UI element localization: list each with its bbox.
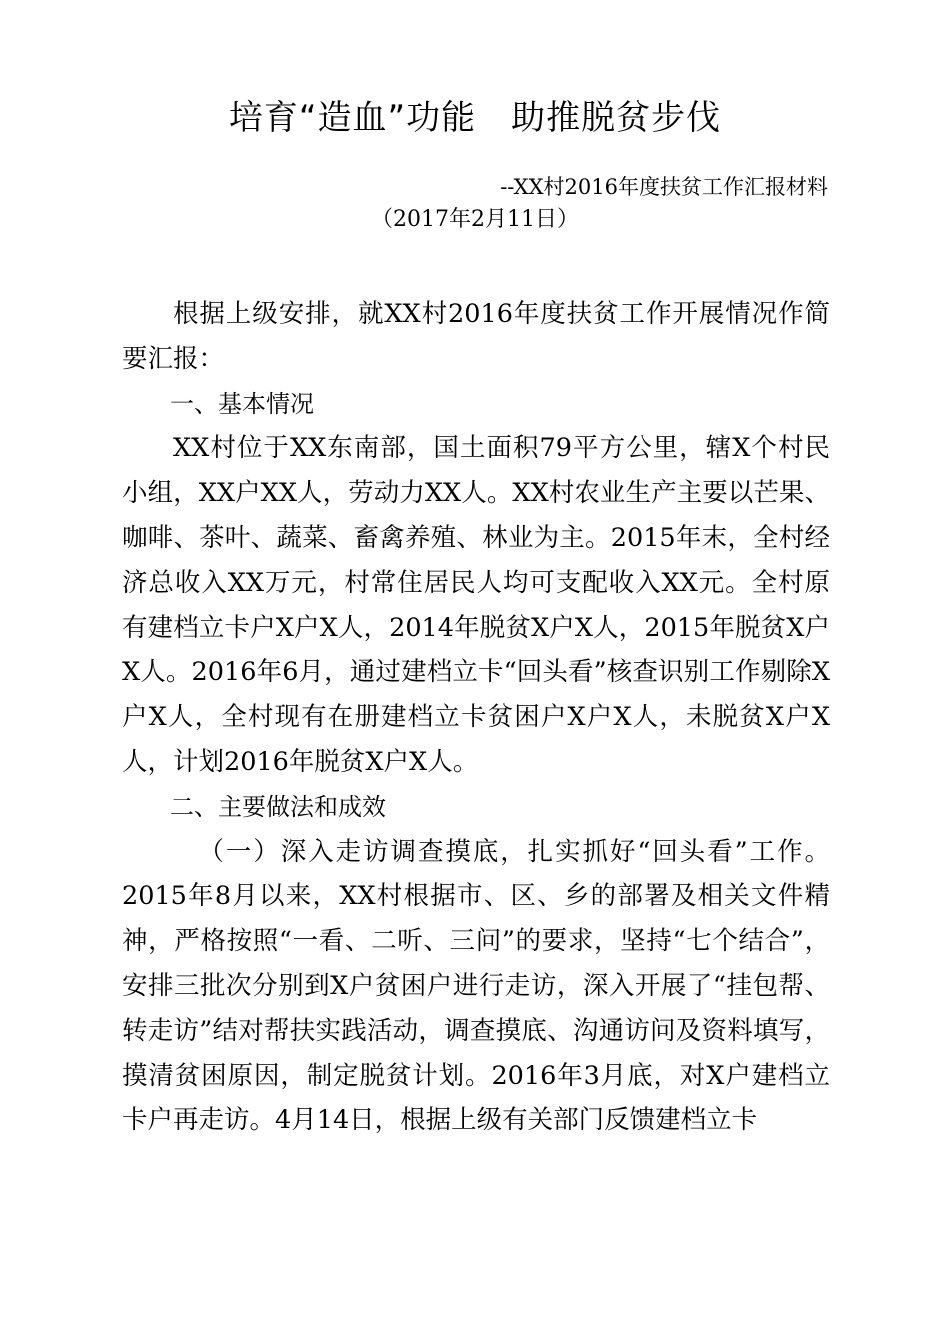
document-date: （2017年2月11日）: [371, 207, 579, 232]
main-practices-paragraph: （一）深入走访调查摸底，扎实抓好“回头看”工作。2015年8月以来，XX村根据市、区、乡的部署及相关文件精神，严格按照“一看、二听、三问”的要求，坚持“七个结合”，安排三批次分别到X户贫困户进行走访，深入开展了“挂包帮、转走访”结对帮扶实践活动，调查摸底、沟通访问及资料填写，摸清贫困原因，制定脱贫计划。2016年3月底，对X户建档立卡户再走访。4月14日，根据上级有关部门反馈建档立卡: [122, 836, 830, 1136]
basic-situation-paragraph: XX村位于XX东南部，国土面积79平方公里，辖X个村民小组，XX户XX人，劳动力XX人。XX村农业生产主要以芒果、咖啡、茶叶、蔬菜、畜禽养殖、林业为主。2015年末，全村经济总收入XX万元，村常住居民人均可支配收入XX元。全村原有建档立卡户X户X人，2014年脱贫X户X人，2015年脱贫X户X人。2016年6月，通过建档立卡“回头看”核查识别工作剔除X户X人，全村现有在册建档立卡贫困户X户X人，未脱贫X户X人，计划2016年脱贫X户X人。: [122, 433, 830, 777]
document-body: [122, 292, 830, 1143]
section-heading-basic-situation: 一、基本情况: [170, 389, 314, 418]
intro-paragraph: 根据上级安排，就XX村2016年度扶贫工作开展情况作简要汇报：: [122, 299, 830, 374]
document-title: 培育“造血”功能 助推脱贫步伐: [228, 98, 722, 138]
section-heading-main-practices: 二、主要做法和成效: [170, 792, 386, 821]
document-subtitle: --XX村2016年度扶贫工作汇报材料: [500, 175, 828, 199]
